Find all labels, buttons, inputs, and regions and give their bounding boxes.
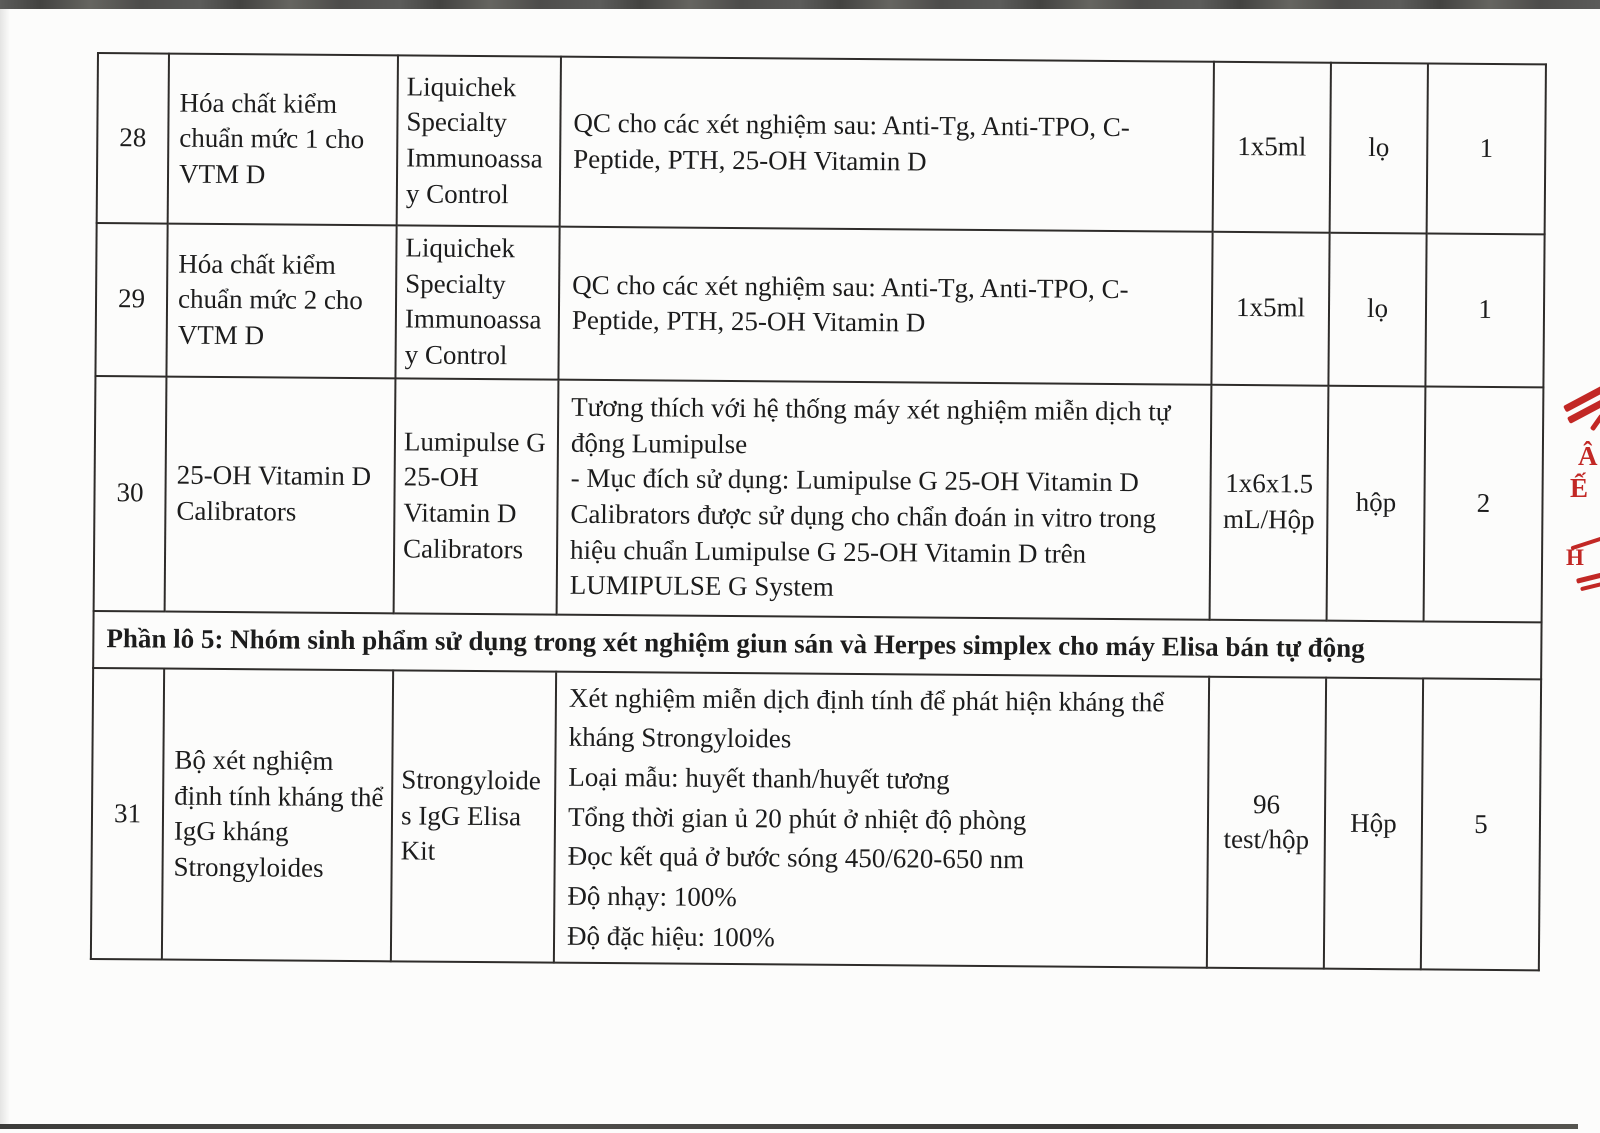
scanner-edge-left [0, 9, 10, 1124]
row28-unit-cell: lọ [1330, 63, 1428, 234]
row28-description-cell: QC cho các xét nghiệm sau: Anti-Tg, Anti-TPO, C-Peptide, PTH, 25-OH Vitamin D [560, 57, 1214, 232]
row30-number-cell: 30 [94, 375, 167, 611]
row28-product-cell: Liquichek Specialty Immunoassay Control [397, 55, 561, 226]
row29-spec-cell: 1x5ml [1211, 232, 1329, 385]
table-row [97, 53, 1546, 234]
row28-spec-cell: 1x5ml [1213, 62, 1331, 233]
stamp-text-fragment [1570, 441, 1600, 505]
row28-item-name-cell: Hóa chất kiểm chuẩn mức 1 cho VTM D [168, 54, 398, 226]
row31-quantity-cell: 5 [1421, 678, 1541, 971]
row31-number-cell: 31 [91, 667, 164, 959]
row31-item-name-cell: Bộ xét nghiệm định tính kháng thể IgG kháng Strongyloides [162, 668, 393, 962]
row30-quantity-cell: 2 [1424, 386, 1544, 622]
row30-spec-cell: 1x6x1.5 mL/Hộp [1210, 384, 1329, 620]
stamp-letter: Â [1578, 441, 1600, 471]
stamp-letter: H [1566, 545, 1584, 570]
scanner-edge-bottom [0, 1124, 1578, 1129]
row30-description-cell: Tương thích với hệ thống máy xét nghiệm miễn dịch tự động Lumipulse - Mục đích sử dụng: Lumipulse G 25-OH Vitamin D Calibrators được sử dụng cho chẩn đoán in vitro trong hiệu chuẩn Lumipulse G 25-OH Vitamin D trên LUMIPULSE G System [557, 379, 1212, 619]
row31-description-cell: Xét nghiệm miễn dịch định tính để phát hiện kháng thể kháng Strongyloides Loại mẫu: huyết thanh/huyết tương Tổng thời gian ủ 20 phút ở nhiệt độ phòng Đọc kết quả ở bước sóng 450/620-650 nm Độ nhạy: 100% Độ đặc hiệu: 100% [554, 671, 1209, 968]
row31-spec-cell: 96 test/hộp [1207, 676, 1326, 969]
table-row [94, 375, 1544, 621]
row29-item-name-cell: Hóa chất kiểm chuẩn mức 2 cho VTM D [166, 224, 396, 378]
row30-item-name-cell: 25-OH Vitamin D Calibrators [165, 376, 396, 613]
row28-number-cell: 28 [97, 53, 169, 224]
row28-quantity-cell: 1 [1427, 63, 1546, 234]
stamp-slash-mark [1590, 414, 1600, 432]
row29-description-cell: QC cho các xét nghiệm sau: Anti-Tg, Anti-TPO, C-Peptide, PTH, 25-OH Vitamin D [558, 227, 1212, 385]
reagent-items-table [90, 52, 1547, 972]
procurement-table [90, 52, 1545, 972]
lot-5-section-header: Phần lô 5: Nhóm sinh phẩm sử dụng trong xét nghiệm giun sán và Herpes simplex cho máy Elisa bán tự động [93, 610, 1541, 678]
row30-product-cell: Lumipulse G 25-OH Vitamin D Calibrators [394, 378, 559, 614]
table-row [95, 223, 1544, 387]
scanner-edge-top [0, 0, 1600, 9]
row29-unit-cell: lọ [1328, 233, 1426, 386]
row31-unit-cell: Hộp [1324, 677, 1423, 970]
row30-unit-cell: hộp [1327, 385, 1426, 621]
row29-product-cell: Liquichek Specialty Immunoassay Control [395, 225, 559, 379]
row29-quantity-cell: 1 [1425, 233, 1544, 386]
table-row [91, 667, 1541, 970]
row31-product-cell: Strongyloides IgG Elisa Kit [391, 670, 556, 963]
stamp-letter: Ế [1570, 472, 1591, 503]
row29-number-cell: 29 [95, 223, 167, 376]
stamp-ring-line [1576, 569, 1600, 584]
